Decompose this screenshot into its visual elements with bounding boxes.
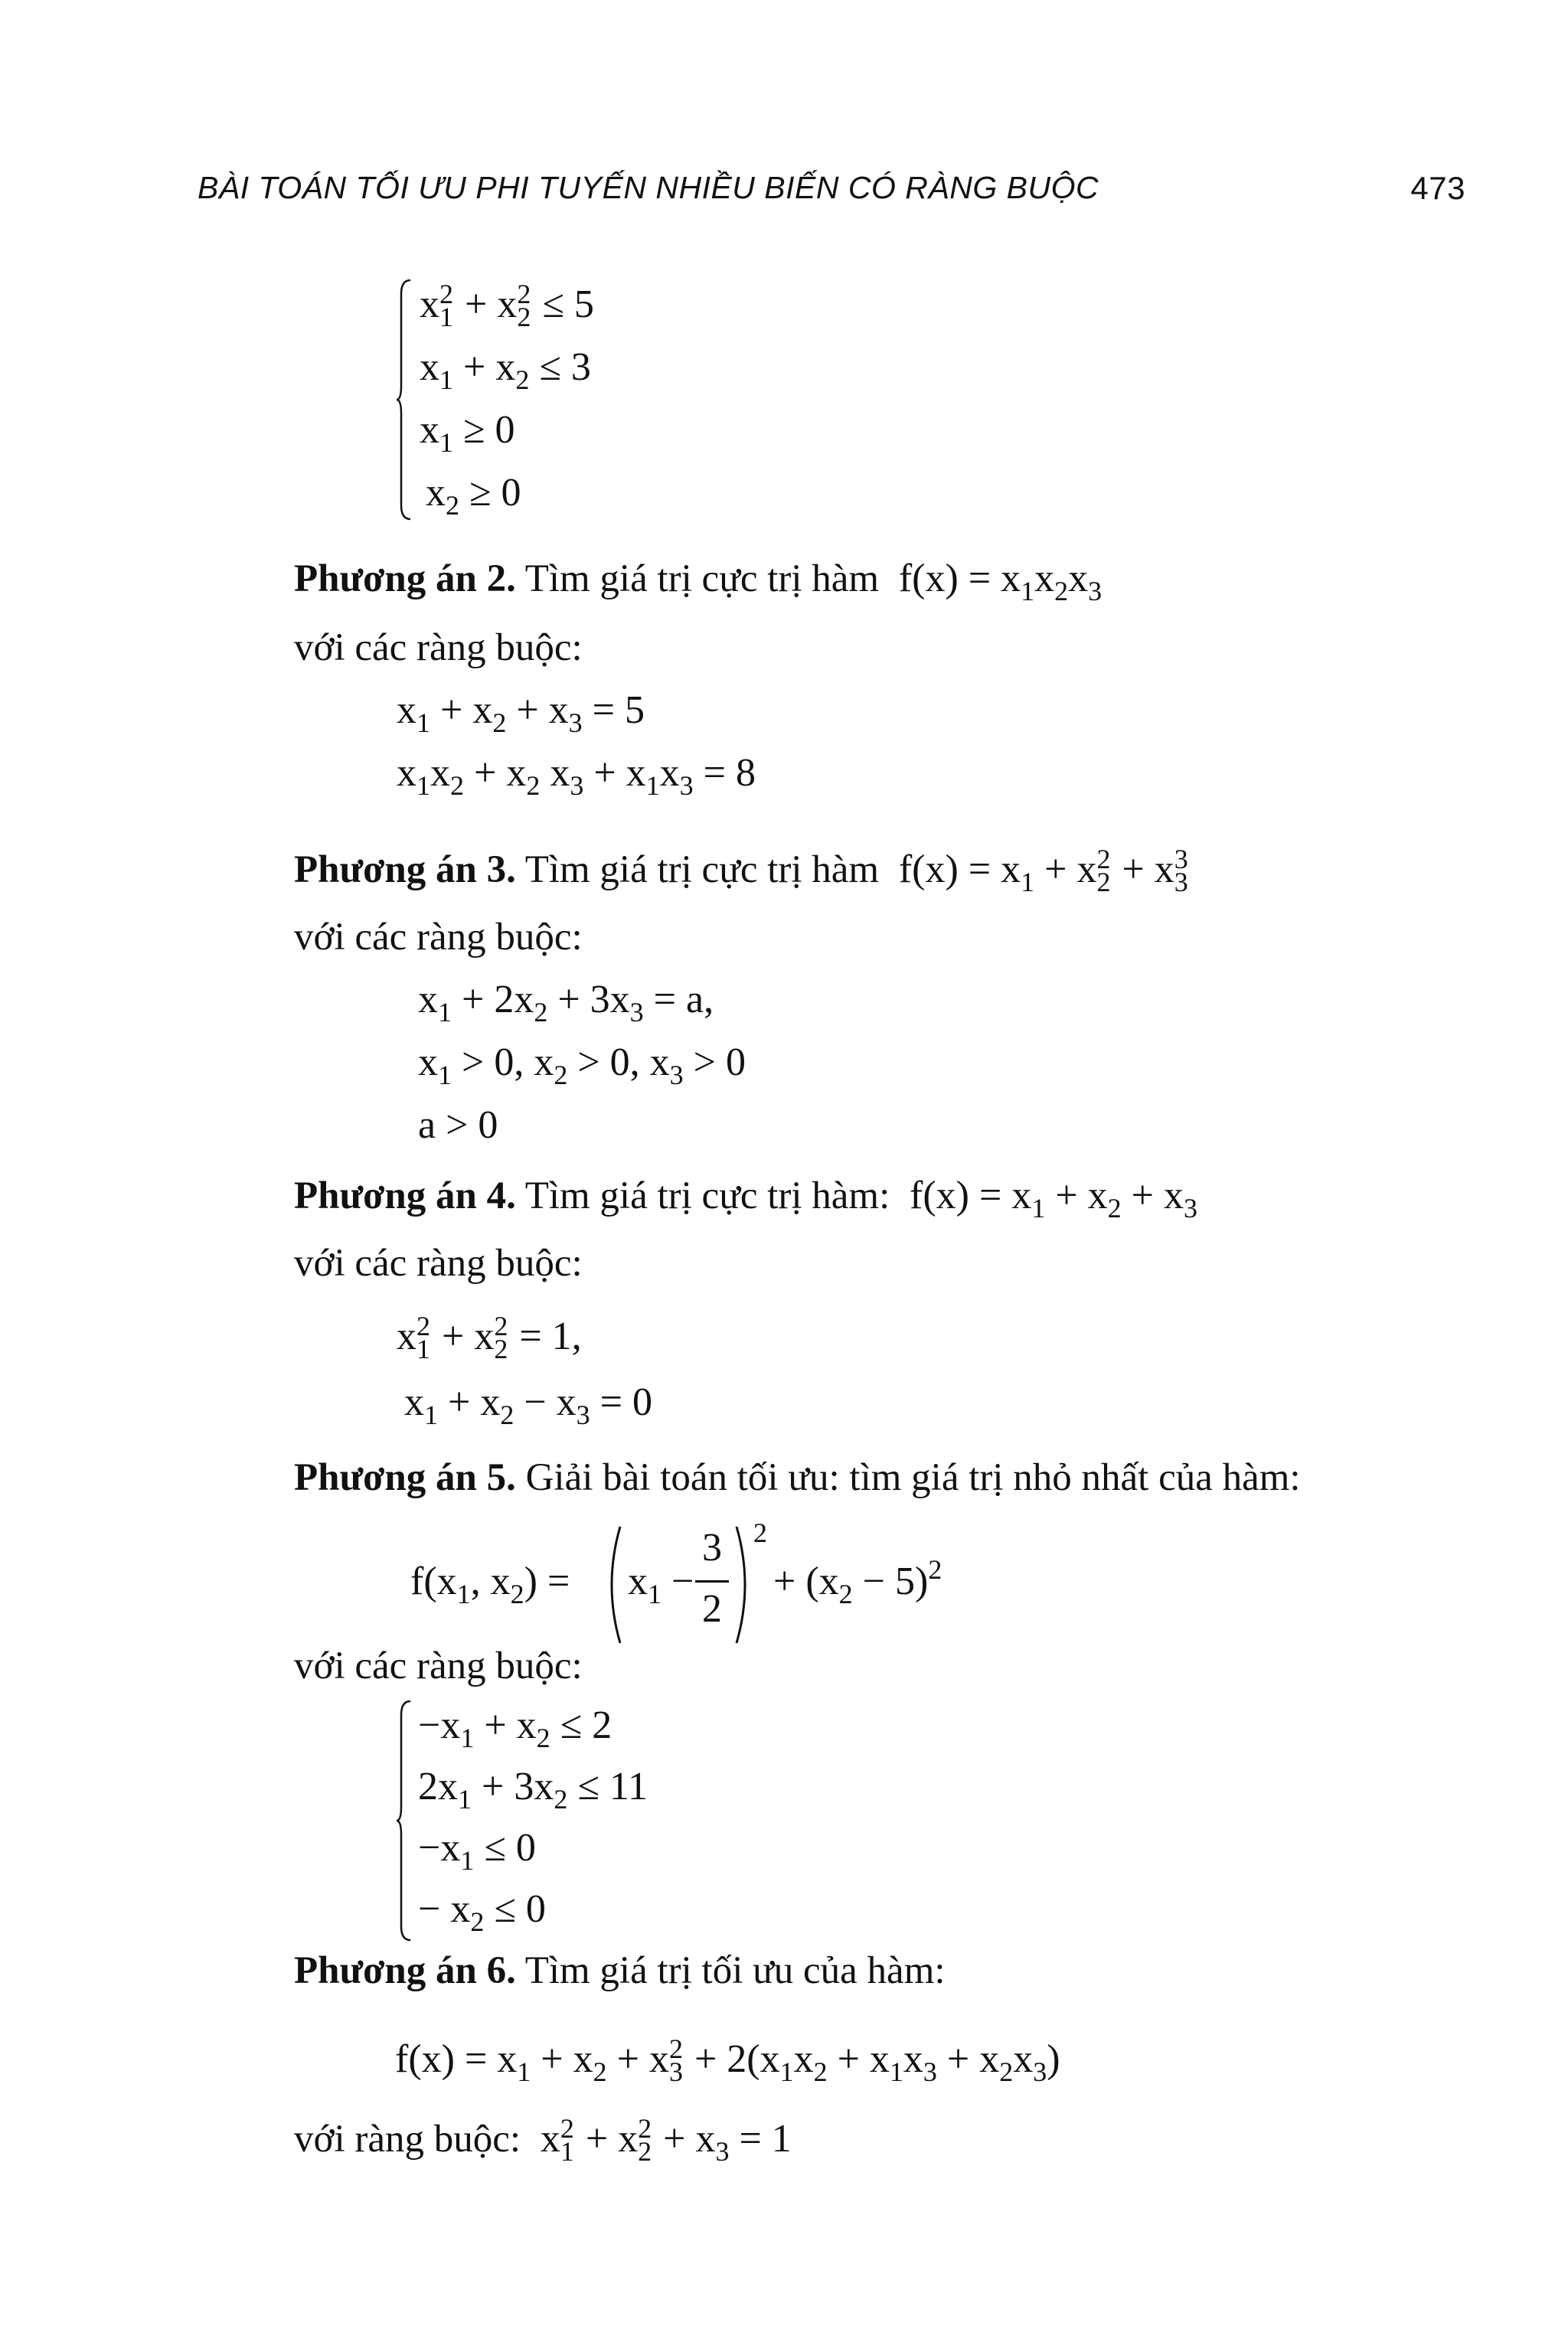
constraint-statement (294, 2113, 792, 2167)
objective-function: $f(x) = x_1 + x_2 + x_3$ (900, 1174, 1197, 1223)
chapter-title: BÀI TOÁN TỐI ƯU PHI TUYẾN NHIỀU BIẾN CÓ RÀNG BUỘC (198, 170, 1099, 205)
fraction-denominator: 2 (702, 1587, 722, 1631)
problem-statement (294, 844, 1190, 897)
constraints-label: với các ràng buộc: (294, 1645, 583, 1687)
objective-function: $f(x) = x_1x_2x_3$ (888, 557, 1102, 606)
formula-line: x 2 1 + x 2 2 ≤ 5 (420, 279, 594, 332)
formula-line: x 2 1 + x 2 2 = 1, (397, 1311, 582, 1364)
left-brace (397, 279, 412, 521)
problem-label: Phương án 5. (294, 1456, 516, 1499)
objective-function: $f(x) = x_1 + x$ 2 2 + x 3 3 (888, 844, 1188, 897)
formula-line: $x_1 \ge 0$ (420, 408, 515, 458)
formula-line: $x_1 + x_2 + x_3 = 5$ (397, 688, 645, 738)
problem-statement (294, 1455, 1301, 1501)
problem-text: Tìm giá trị cực trị hàm (524, 848, 880, 891)
problem-text: Tìm giá trị cực trị hàm: (524, 1174, 890, 1217)
constraints-label: với các ràng buộc: (294, 916, 583, 959)
fraction-numerator: 3 (702, 1526, 722, 1570)
problem-label: Phương án 2. (294, 557, 516, 600)
problem-text: Tìm giá trị cực trị hàm (524, 557, 880, 600)
formula-line: $2x_1 + 3x_2 \le 11$ (418, 1765, 648, 1815)
formula-line: $x_1 + 2x_2 + 3x_3 = a$, (418, 978, 714, 1027)
problem-text: Giải bài toán tối ưu: tìm giá trị nhỏ nhất của hàm: (525, 1456, 1301, 1499)
formula-line: $x_2 \ge 0$ (426, 471, 521, 521)
problem-statement (294, 1173, 1197, 1223)
objective-function: $f(x) = x_1 + x_2 + x$ 2 3 + $2(x_1x_2 + x_1x_3 + x_2x_3)$ (395, 2034, 1060, 2087)
constraints-label: với các ràng buộc: (294, 626, 583, 669)
formula-line: − $x_2 \le 0$ (418, 1887, 546, 1937)
formula-line: x 2 1 + x 2 2 + $x_3 = 1$ (530, 2113, 792, 2167)
formula-line: $-x_1 + x_2 \le 2$ (418, 1704, 612, 1753)
formula-line: $x_1 > 0$, $x_2 > 0$, $x_3 > 0$ (418, 1040, 746, 1090)
problem-statement (294, 1948, 946, 1994)
running-header (198, 170, 1499, 216)
constraints-label: với ràng buộc: (294, 2118, 521, 2161)
left-paren (600, 1524, 623, 1646)
page-number: 473 (1410, 170, 1465, 206)
problem-label: Phương án 6. (294, 1949, 516, 1992)
left-brace (397, 1700, 412, 1942)
formula-line: $x_1x_2 + x_2$ $x_3 + x_1x_3 = 8$ (397, 751, 756, 801)
fraction-bar (695, 1580, 729, 1583)
formula-line: $-x_1 \le 0$ (418, 1826, 536, 1876)
problem-label: Phương án 4. (294, 1174, 516, 1217)
constraints-label: với các ràng buộc: (294, 1242, 583, 1285)
formula-line: a > 0 (418, 1103, 498, 1147)
problem-label: Phương án 3. (294, 848, 516, 891)
problem-statement (294, 556, 1102, 606)
problem-text: Tìm giá trị tối ưu của hàm: (524, 1949, 946, 1992)
formula-line: $x_1 + x_2 \le 3$ (420, 345, 591, 395)
formula-line: $x_1 + x_2 - x_3 = 0$ (404, 1380, 652, 1430)
